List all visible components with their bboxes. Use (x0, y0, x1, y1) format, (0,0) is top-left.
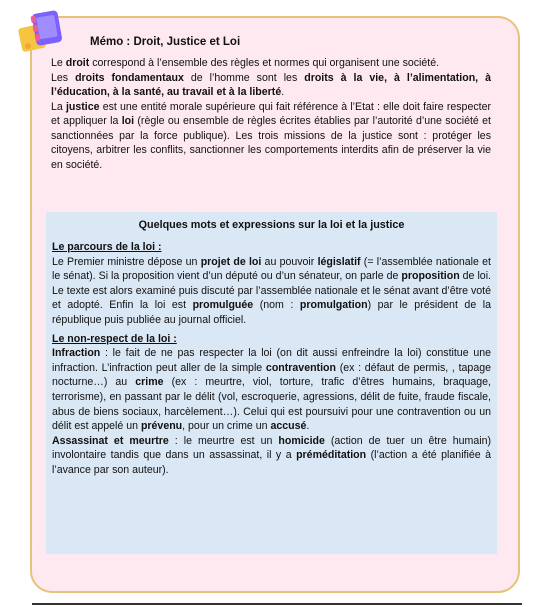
section-heading-parcours: Le parcours de la loi : (52, 241, 162, 253)
memo-notebook-icon (16, 6, 68, 54)
paragraph-justice: La justice est une entité morale supérieure qui fait référence à l’Etat : elle doit faire respecter et appliquer la loi (règle ou ensemble de règles écrites établies par l’autorité d’une société et sanctionnées par la force publique). Les trois missions de la justice sont : protéger les citoyens, arbitrer les conflits, sanctionner les comportements interdits afin de préserver la vie en société. (51, 100, 492, 171)
paragraph-infraction: Infraction : le fait de ne pas respecter la loi (on dit aussi enfreindre la loi) constitue une infraction. L’infraction peut aller de la simple contravention (ex : défaut de permis, , tapage nocturne…) au crime (ex : meurtre, viol, torture, trafic d’êtres humains, braquage, terrorisme), en passant par le délit (vol, escroquerie, agressions, délit de fuite, fraude fiscale, abus de biens sociaux, harcèlement…). Celui qui est poursuivi pour une contravention ou un délit est appelé un prévenu, pour un crime un accusé. (52, 347, 491, 433)
paragraph-droit: Le droit correspond à l’ensemble des règles et normes qui organisent une société. (51, 57, 440, 69)
paragraph-droits-fondamentaux: Les droits fondamentaux de l’homme sont les droits à la vie, à l’alimentation, à l’éducation, à la santé, au travail et à la liberté. (51, 71, 491, 98)
bottom-divider (32, 603, 522, 605)
memo-intro (51, 56, 491, 172)
paragraph-assassinat: Assassinat et meurtre : le meurtre est un homicide (action de tuer un être humain) involontaire tandis que dans un assassinat, il y a préméditation (l’action a été planifiée à l’avance par son auteur). (52, 434, 491, 476)
words-box-text (52, 240, 491, 478)
words-box (46, 212, 497, 554)
words-box-title: Quelques mots et expressions sur la loi et la justice (138, 219, 405, 231)
section-heading-non-respect: Le non-respect de la loi : (52, 332, 177, 345)
paragraph-parcours: Le Premier ministre dépose un projet de loi au pouvoir législatif (= l’assemblée nationale et le sénat). Si la proposition vient d’un député ou d’un sénateur, on parle de proposition de loi. Le texte est alors examiné puis discuté par l’assemblée nationale et le sénat avant d’être voté et adopté. Enfin la loi est promulguée (nom : promulgation) par le président de la république puis publiée au journal officiel. (52, 255, 491, 326)
memo-title: Mémo : Droit, Justice et Loi (90, 36, 241, 48)
